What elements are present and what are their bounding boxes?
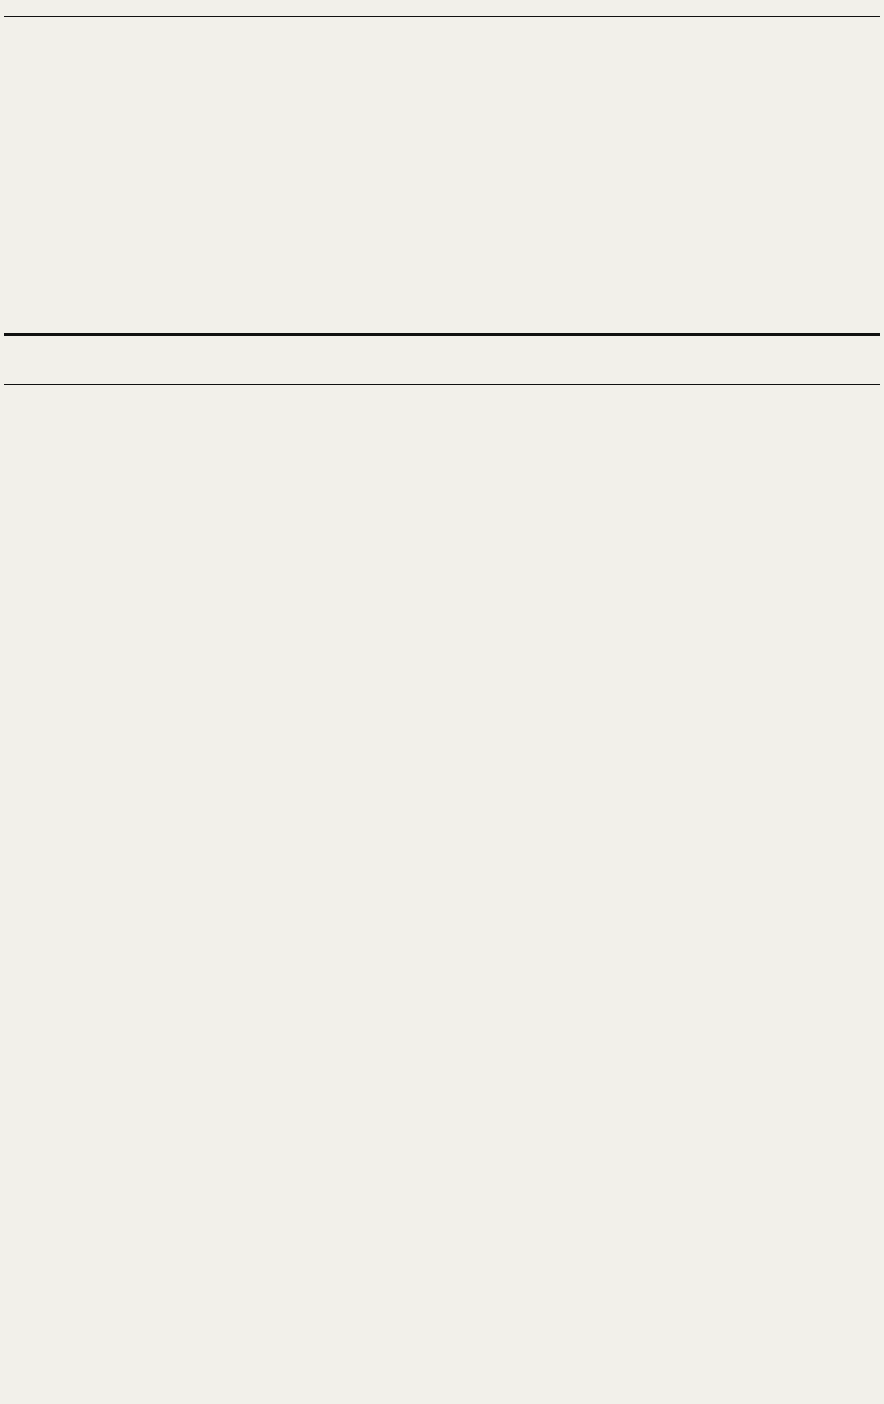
folio-line	[4, 2, 880, 17]
service-guide-banner	[4, 333, 880, 385]
newspaper-page	[4, 2, 880, 1400]
service-guide-columns	[4, 382, 880, 1400]
deadline-line	[4, 336, 880, 345]
help-wanted-band	[4, 18, 880, 332]
